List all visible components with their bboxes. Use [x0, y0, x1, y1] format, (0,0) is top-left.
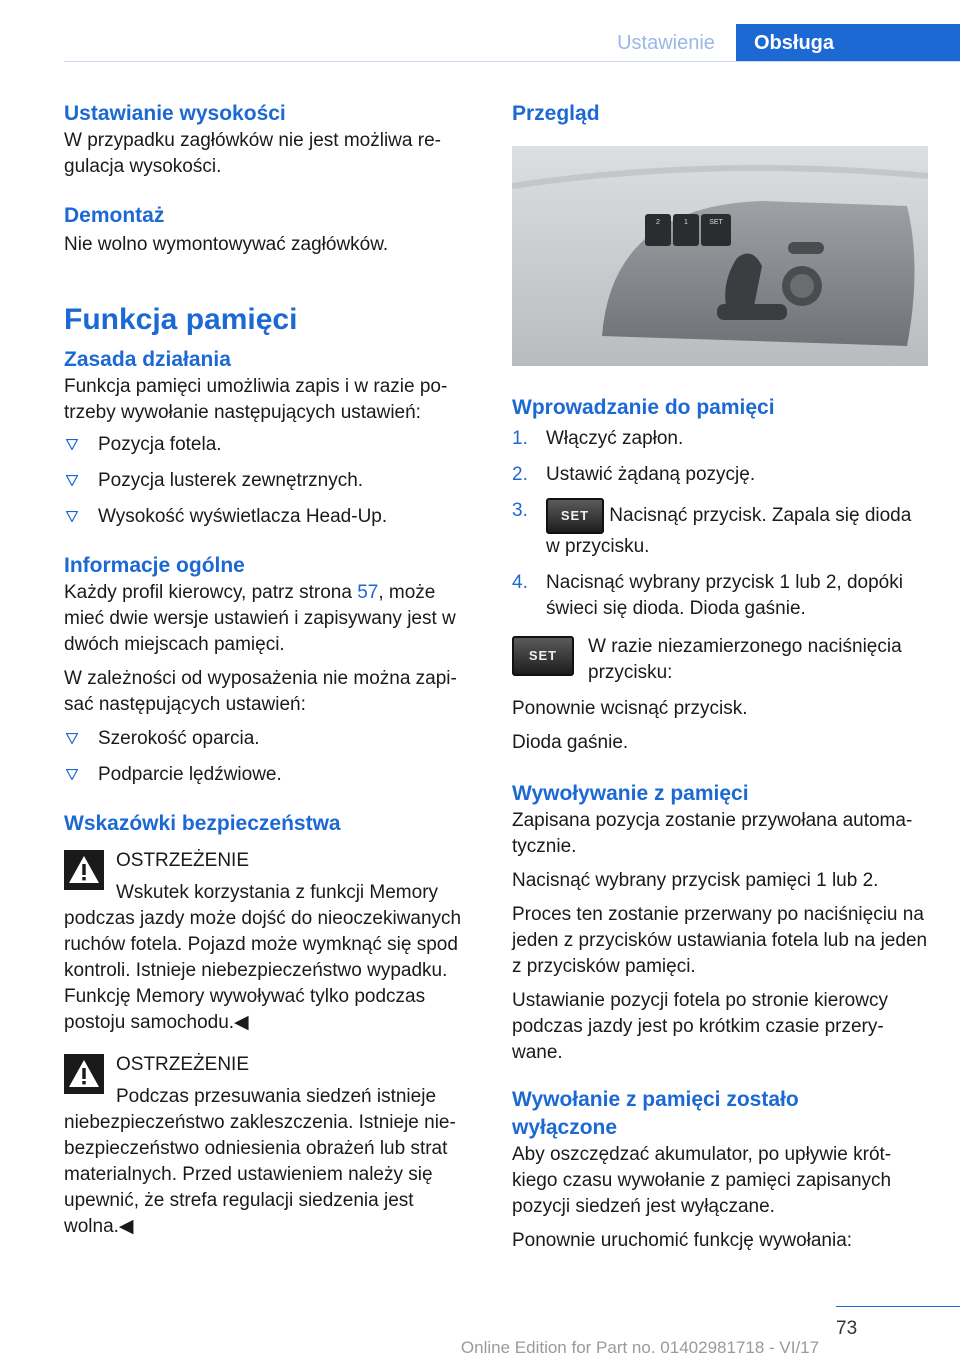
list-item: Wysokość wyświetlacza Head-Up.: [64, 504, 484, 530]
principle-heading: Zasada działania: [64, 348, 231, 371]
memory-button-2-label: 2: [656, 219, 660, 226]
warning-block: [64, 1052, 484, 1240]
memory-function-heading: Funkcja pamięci: [64, 303, 298, 336]
safety-heading: Wskazówki bezpieczeństwa: [64, 812, 341, 835]
removal-heading: Demontaż: [64, 204, 165, 227]
bullet-triangle-icon: [66, 504, 78, 522]
header-divider: [64, 61, 960, 62]
warning-title: OSTRZEŻENIE: [116, 850, 250, 871]
principle-list: [64, 432, 484, 530]
mistake-action: Ponownie wcisnąć przycisk.: [512, 698, 748, 719]
list-item: Pozycja lusterek zewnętrznych.: [64, 468, 484, 494]
header-section-tab[interactable]: Ustawienie: [617, 32, 715, 54]
list-item: 2. Ustawić żądaną pozycję.: [512, 464, 756, 485]
recall-text-4: Ustawianie pozycji fotela po stronie kierowcy podczas jazdy jest po krótkim czasie przery-wane.: [512, 990, 888, 1063]
bullet-triangle-icon: [66, 762, 78, 780]
warning-text: Podczas przesuwania siedzeń istnieje niebezpieczeństwo zakleszczenia. Istnieje nie-bezpieczeństwo odniesienia obrażeń lub strat materialnych. Przed ustawieniem należy się upewnić, że strefa regulacji siedzenia jest wolna.◀: [64, 1086, 456, 1237]
recall-disabled-text-1: Aby oszczędzać akumulator, po upływie krót-kiego czasu wywołanie z pamięci zapisanych pozycji siedzeń jest wyłączane.: [512, 1144, 892, 1217]
overview-heading: Przegląd: [512, 102, 600, 125]
list-item: Szerokość oparcia.: [64, 726, 484, 752]
mistake-note: [512, 634, 930, 690]
removal-text: Nie wolno wymontowywać zagłówków.: [64, 234, 389, 255]
recall-heading: Wywoływanie z pamięci: [512, 782, 749, 805]
mistake-text: W razie niezamierzonego naciśnięcia przycisku:: [588, 636, 902, 683]
general-list: [64, 726, 484, 788]
general-text-2: W zależności od wyposażenia nie można zapi-sać następujących ustawień:: [64, 668, 457, 715]
store-heading: Wprowadzanie do pamięci: [512, 396, 775, 419]
bullet-triangle-icon: [66, 468, 78, 486]
right-column: [512, 100, 930, 1254]
recall-text-1: Zapisana pozycja zostanie przywołana automa-tycznie.: [512, 810, 913, 857]
set-button-icon: SET: [512, 636, 574, 676]
page-number: 73: [836, 1318, 858, 1339]
page-link[interactable]: 57: [357, 582, 379, 603]
recall-disabled-heading: Wywołanie z pamięci zostało wyłączone: [512, 1088, 799, 1139]
seat-controls-photo: [512, 146, 928, 366]
list-item: 1. Włączyć zapłon.: [512, 428, 684, 449]
left-column: [64, 100, 484, 1240]
list-item: 3. SET Nacisnąć przycisk. Zapala się dioda w przycisku.: [512, 500, 912, 557]
height-text: W przypadku zagłówków nie jest możliwa re-gulacja wysokości.: [64, 130, 441, 177]
recall-disabled-text-2: Ponownie uruchomić funkcję wywołania:: [512, 1230, 853, 1251]
list-item: 4. Nacisnąć wybrany przycisk 1 lub 2, dopóki świeci się dioda. Dioda gaśnie.: [512, 572, 903, 619]
bullet-triangle-icon: [66, 432, 78, 450]
warning-text: Wskutek korzystania z funkcji Memory podczas jazdy może dojść do nieoczekiwanych ruchów fotela. Pojazd może wymknąć się spod kontroli. Istnieje niebezpieczeństwo wypadku. Funkcję Memory wywoływać tylko podczas postoju samochodu.◀: [64, 882, 462, 1033]
recall-text-3: Proces ten zostanie przerwany po naciśnięciu na jeden z przycisków ustawiania fotela lub na jeden z przycisków pamięci.: [512, 904, 928, 977]
memory-set-button-label: SET: [709, 219, 723, 226]
warning-icon: [64, 850, 104, 890]
warning-title: OSTRZEŻENIE: [116, 1054, 250, 1075]
general-text: Każdy profil kierowcy, patrz strona 57, może mieć dwie wersje ustawień i zapisywany jest w dwóch miejscach pamięci.: [64, 582, 456, 655]
principle-text: Funkcja pamięci umożliwia zapis i w razie po-trzeby wywołanie następujących ustawień:: [64, 376, 448, 423]
footer-divider: [836, 1306, 960, 1307]
header-chapter-tab[interactable]: Obsługa: [736, 24, 960, 62]
edition-footer: Online Edition for Part no. 01402981718 - VI/17: [460, 1338, 820, 1357]
list-item: Pozycja fotela.: [64, 432, 484, 458]
set-button-icon: SET: [546, 498, 604, 534]
height-heading: Ustawianie wysokości: [64, 102, 286, 125]
bullet-triangle-icon: [66, 726, 78, 744]
general-heading: Informacje ogólne: [64, 554, 245, 577]
warning-block: [64, 848, 484, 1036]
mistake-result: Dioda gaśnie.: [512, 732, 629, 753]
recall-text-2: Nacisnąć wybrany przycisk pamięci 1 lub 2.: [512, 870, 879, 891]
memory-button-1-label: 1: [684, 219, 688, 226]
warning-icon: [64, 1054, 104, 1094]
store-steps: [512, 426, 930, 622]
list-item: Podparcie lędźwiowe.: [64, 762, 484, 788]
